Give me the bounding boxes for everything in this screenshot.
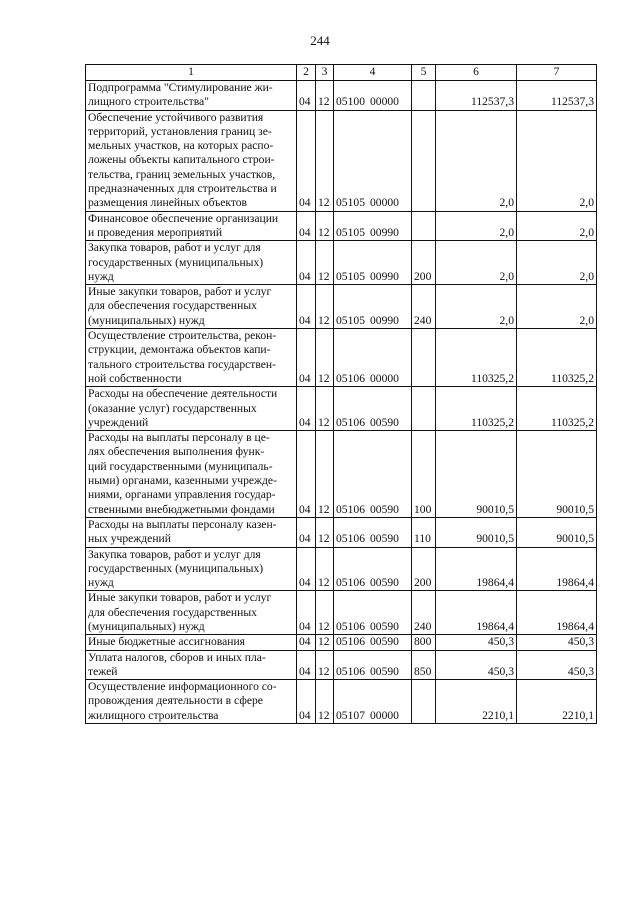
header-cell: 6	[436, 65, 517, 81]
row-amount-year2: 2,0	[517, 110, 597, 211]
target-article-program-part: 05106	[336, 532, 365, 546]
row-name: Иные закупки товаров, работ и услуг для обеспечения государственных (муниципальных) нужд	[86, 591, 297, 635]
row-name: Финансовое обеспечение организации и проведения мероприятий	[86, 211, 297, 241]
row-expense-type	[412, 110, 436, 211]
table-row	[86, 110, 597, 211]
table-row	[86, 591, 597, 635]
row-name: Иные бюджетные ассигнования	[86, 635, 297, 650]
row-name: Расходы на обеспечение деятельности (оказание услуг) государственных учреждений	[86, 387, 297, 431]
row-amount-year1: 110325,2	[436, 387, 517, 431]
row-section-code: 04	[297, 680, 316, 724]
table-row	[86, 329, 597, 387]
row-section-code: 04	[297, 650, 316, 680]
target-article-direction-part: 00590	[369, 502, 399, 516]
row-amount-year2: 110325,2	[517, 387, 597, 431]
row-amount-year2: 90010,5	[517, 517, 597, 547]
header-cell: 2	[297, 65, 316, 81]
row-name: Осуществление информационного со- провождения деятельности в сфере жилищного строительства	[86, 680, 297, 724]
row-subsection-code: 12	[316, 329, 334, 387]
row-name: Закупка товаров, работ и услуг для государственных (муниципальных) нужд	[86, 241, 297, 285]
row-amount-year1: 90010,5	[436, 431, 517, 518]
row-amount-year1: 112537,3	[436, 81, 517, 111]
row-expense-type: 110	[412, 517, 436, 547]
target-article-direction-part: 00990	[369, 225, 399, 239]
row-name: Расходы на выплаты персоналу казен- ных учреждений	[86, 517, 297, 547]
row-target-article	[334, 110, 412, 211]
row-target-article	[334, 211, 412, 241]
row-expense-type: 850	[412, 650, 436, 680]
target-article-program-part: 05107	[336, 708, 365, 722]
row-amount-year2: 2,0	[517, 241, 597, 285]
row-target-article	[334, 650, 412, 680]
row-amount-year1: 2,0	[436, 241, 517, 285]
target-article-direction-part: 00990	[369, 269, 399, 283]
target-article-program-part: 05106	[336, 664, 365, 678]
row-name: Расходы на выплаты персоналу в це- лях обеспечения выполнения функ- ций государственными (муниципаль- ными) органами, казенными учрежде- ниями, органами управления государ- ственными внебюджетными фондами	[86, 431, 297, 518]
row-amount-year2: 19864,4	[517, 547, 597, 591]
target-article-program-part: 05106	[336, 576, 365, 590]
row-name: Подпрограмма "Стимулирование жи- лищного строительства"	[86, 81, 297, 111]
row-subsection-code: 12	[316, 241, 334, 285]
target-article-direction-part: 00590	[369, 635, 399, 649]
row-target-article	[334, 285, 412, 329]
target-article-program-part: 05106	[336, 415, 365, 429]
row-expense-type	[412, 211, 436, 241]
header-cell: 1	[86, 65, 297, 81]
table-row	[86, 517, 597, 547]
header-cell: 5	[412, 65, 436, 81]
table-row	[86, 285, 597, 329]
row-section-code: 04	[297, 431, 316, 518]
row-subsection-code: 12	[316, 547, 334, 591]
header-row	[86, 65, 597, 81]
budget-table	[85, 64, 597, 724]
row-section-code: 04	[297, 241, 316, 285]
row-amount-year2: 2210,1	[517, 680, 597, 724]
row-amount-year2: 450,3	[517, 635, 597, 650]
target-article-direction-part: 00000	[369, 708, 399, 722]
row-subsection-code: 12	[316, 517, 334, 547]
row-section-code: 04	[297, 81, 316, 111]
target-article-direction-part: 00000	[369, 95, 399, 109]
table-row	[86, 680, 597, 724]
row-subsection-code: 12	[316, 650, 334, 680]
row-subsection-code: 12	[316, 635, 334, 650]
target-article-program-part: 05106	[336, 635, 365, 649]
row-amount-year1: 110325,2	[436, 329, 517, 387]
row-amount-year1: 19864,4	[436, 547, 517, 591]
row-expense-type: 240	[412, 591, 436, 635]
row-target-article	[334, 329, 412, 387]
table-body	[86, 81, 597, 724]
target-article-program-part: 05105	[336, 313, 365, 327]
row-subsection-code: 12	[316, 81, 334, 111]
row-amount-year2: 110325,2	[517, 329, 597, 387]
row-name: Иные закупки товаров, работ и услуг для обеспечения государственных (муниципальных) нужд	[86, 285, 297, 329]
target-article-program-part: 05100	[336, 95, 365, 109]
row-amount-year2: 90010,5	[517, 431, 597, 518]
row-section-code: 04	[297, 517, 316, 547]
row-subsection-code: 12	[316, 387, 334, 431]
table-row	[86, 241, 597, 285]
row-expense-type	[412, 387, 436, 431]
row-subsection-code: 12	[316, 591, 334, 635]
target-article-direction-part: 00990	[369, 313, 399, 327]
row-amount-year1: 450,3	[436, 650, 517, 680]
row-amount-year1: 2,0	[436, 211, 517, 241]
row-amount-year1: 450,3	[436, 635, 517, 650]
row-section-code: 04	[297, 211, 316, 241]
table-row	[86, 211, 597, 241]
table-row	[86, 387, 597, 431]
row-target-article	[334, 387, 412, 431]
target-article-program-part: 05105	[336, 196, 365, 210]
target-article-direction-part: 00590	[369, 532, 399, 546]
target-article-program-part: 05105	[336, 225, 365, 239]
target-article-direction-part: 00590	[369, 415, 399, 429]
table-row	[86, 650, 597, 680]
row-target-article	[334, 547, 412, 591]
target-article-program-part: 05105	[336, 269, 365, 283]
row-expense-type	[412, 329, 436, 387]
table-row	[86, 431, 597, 518]
row-amount-year1: 2,0	[436, 285, 517, 329]
row-amount-year1: 19864,4	[436, 591, 517, 635]
row-section-code: 04	[297, 591, 316, 635]
row-amount-year1: 90010,5	[436, 517, 517, 547]
row-subsection-code: 12	[316, 680, 334, 724]
row-amount-year1: 2210,1	[436, 680, 517, 724]
row-expense-type: 240	[412, 285, 436, 329]
table-row	[86, 81, 597, 111]
row-target-article	[334, 591, 412, 635]
header-cell: 7	[517, 65, 597, 81]
row-target-article	[334, 635, 412, 650]
target-article-program-part: 05106	[336, 371, 365, 385]
row-subsection-code: 12	[316, 431, 334, 518]
row-section-code: 04	[297, 635, 316, 650]
page-number: 244	[310, 33, 330, 48]
row-name: Осуществление строительства, рекон- струкции, демонтажа объектов капи- тального строительства государствен- ной собственности	[86, 329, 297, 387]
row-name: Закупка товаров, работ и услуг для государственных (муниципальных) нужд	[86, 547, 297, 591]
row-expense-type	[412, 81, 436, 111]
row-section-code: 04	[297, 387, 316, 431]
target-article-direction-part: 00000	[369, 371, 399, 385]
row-expense-type: 200	[412, 241, 436, 285]
table-row	[86, 635, 597, 650]
row-section-code: 04	[297, 110, 316, 211]
row-target-article	[334, 680, 412, 724]
target-article-program-part: 05106	[336, 619, 365, 633]
target-article-program-part: 05106	[336, 502, 365, 516]
target-article-direction-part: 00590	[369, 619, 399, 633]
row-subsection-code: 12	[316, 211, 334, 241]
row-amount-year2: 450,3	[517, 650, 597, 680]
row-section-code: 04	[297, 547, 316, 591]
row-amount-year2: 19864,4	[517, 591, 597, 635]
row-target-article	[334, 241, 412, 285]
row-expense-type: 800	[412, 635, 436, 650]
target-article-direction-part: 00000	[369, 196, 399, 210]
target-article-direction-part: 00590	[369, 576, 399, 590]
row-subsection-code: 12	[316, 285, 334, 329]
row-section-code: 04	[297, 285, 316, 329]
row-expense-type: 200	[412, 547, 436, 591]
row-target-article	[334, 517, 412, 547]
row-expense-type	[412, 680, 436, 724]
target-article-direction-part: 00590	[369, 664, 399, 678]
header-cell: 4	[334, 65, 412, 81]
table-row	[86, 547, 597, 591]
row-amount-year2: 112537,3	[517, 81, 597, 111]
row-name: Уплата налогов, сборов и иных пла- тежей	[86, 650, 297, 680]
row-subsection-code: 12	[316, 110, 334, 211]
row-name: Обеспечение устойчивого развития территорий, установления границ зе- мельных участков, на которых распо- ложены объекты капитального строи- тельства, границ земельных участков, предназначенных для строительства и размещения линейных объектов	[86, 110, 297, 211]
row-section-code: 04	[297, 329, 316, 387]
row-amount-year1: 2,0	[436, 110, 517, 211]
header-cell: 3	[316, 65, 334, 81]
row-target-article	[334, 431, 412, 518]
row-target-article	[334, 81, 412, 111]
row-amount-year2: 2,0	[517, 211, 597, 241]
row-amount-year2: 2,0	[517, 285, 597, 329]
row-expense-type: 100	[412, 431, 436, 518]
